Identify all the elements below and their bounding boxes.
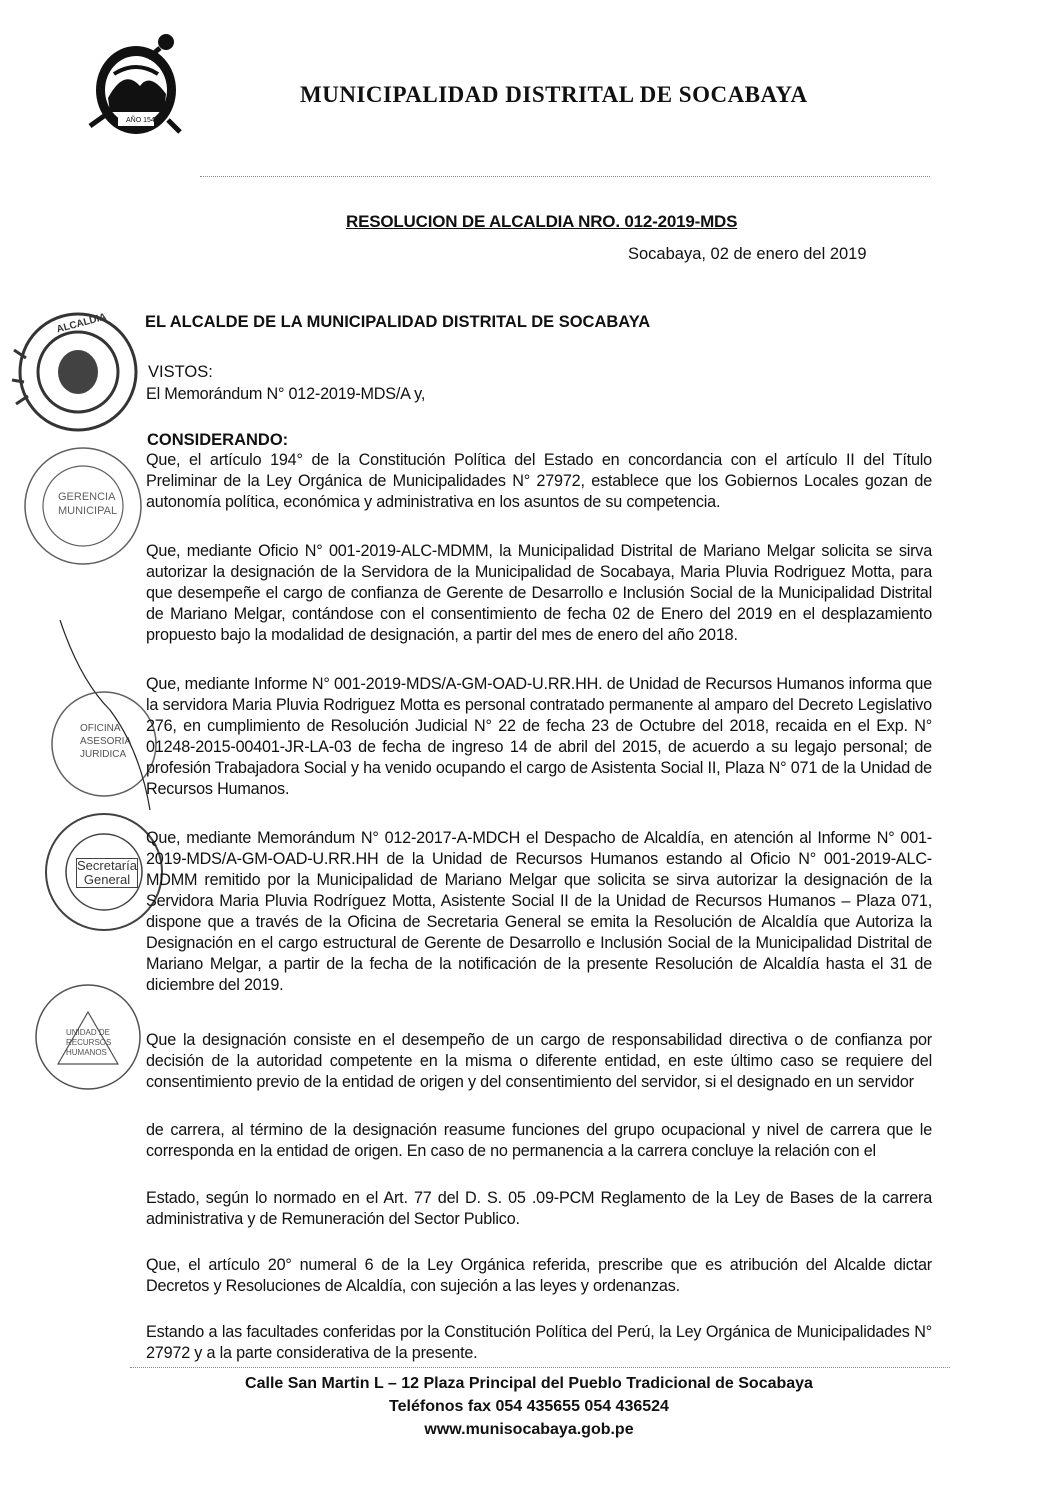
- footer-phones: Teléfonos fax 054 435655 054 436524: [389, 1398, 669, 1415]
- paragraph-8: Que, el artículo 20° numeral 6 de la Ley Orgánica referida, prescribe que es atribución del Alcalde dictar Decretos y Resoluciones de Alcaldía, con sujeción a las leyes y ordenanzas.: [146, 1256, 932, 1295]
- logo-year-text: AÑO 1540: [126, 117, 159, 124]
- paragraph-7: Estado, según lo normado en el Art. 77 del D. S. 05 .09-PCM Reglamento de la Ley de Bases de la carrera administrativa y de Remuneración del Sector Publico.: [146, 1189, 932, 1228]
- header-divider: [200, 176, 930, 177]
- municipality-title: MUNICIPALIDAD DISTRITAL DE SOCABAYA: [300, 82, 808, 107]
- gerencia-stamp-text: GERENCIA MUNICIPAL: [58, 491, 118, 517]
- paragraph-5: Que la designación consiste en el desempeño de un cargo de responsabilidad directiva o de confianza por decisión de la autoridad competente en la misma o diferente entidad, en este último caso se requiere del consentimiento previo de la entidad de origen y del consentimiento del servidor, si el designado en un servidor: [146, 1031, 932, 1091]
- paragraph-4: Que, mediante Memorándum N° 012-2017-A-MDCH el Despacho de Alcaldía, en atención al Informe N° 001-2019-MDS/A-GM-OAD-U.RR.HH de la Unidad de Recursos Humanos estando al Oficio N° 001-2019-ALC-MDMM remitido por la Municipalidad de Mariano Melgar que solicita se sirva autorizar la designación de la Servidora Maria Pluvia Rodríguez Motta, Asistente Social II de la Unidad de Recursos Humanos – Plaza 071, dispone que a través de la Oficina de Secretaria General se emita la Resolución de Alcaldía que Autoriza la Designación en el cargo estructural de Gerente de Desarrollo e Inclusión Social de la Municipalidad Distrital de Mariano Melgar, a partir de la fecha de la notificación de la presente Resolución de Alcaldía hasta el 31 de diciembre del 2019.: [146, 829, 932, 994]
- secretaria-stamp-text: Secretaría General: [77, 858, 137, 887]
- authority-heading: EL ALCALDE DE LA MUNICIPALIDAD DISTRITAL DE SOCABAYA: [145, 313, 651, 331]
- paragraph-2: Que, mediante Oficio N° 001-2019-ALC-MDMM, la Municipalidad Distrital de Mariano Melgar solicita se sirva autorizar la designación de la Servidora de la Municipalidad de Socabaya, Maria Pluvia Rodriguez Motta, para que desempeñe el cargo de confianza de Gerente de Desarrollo e Inclusión Social de la Municipalidad Distrital de Mariano Melgar, contándose con el consentimiento de fecha 02 de Enero del 2019 en el desplazamiento propuesto bajo la modalidad de designación, a partir del mes de enero del año 2018.: [146, 542, 932, 644]
- paragraph-1: Que, el artículo 194° de la Constitución Política del Estado en concordancia con el artículo II del Título Preliminar de la Ley Orgánica de Municipalidades N° 27972, establece que los Gobiernos Locales gozan de autonomía política, económica y administrativa en los asuntos de su competencia.: [146, 451, 932, 511]
- alcaldia-seal-text: ALCALDIA: [55, 311, 108, 336]
- rrhh-stamp-text: UNIDAD DE RECURSOS HUMANOS: [66, 1028, 112, 1057]
- resolution-title: RESOLUCION DE ALCALDIA NRO. 012-2019-MDS: [346, 212, 738, 231]
- municipal-logo: [84, 28, 194, 148]
- resolution-date: Socabaya, 02 de enero del 2019: [628, 245, 867, 263]
- considerando-heading: CONSIDERANDO:: [147, 431, 289, 449]
- footer-website[interactable]: www.munisocabaya.gob.pe: [424, 1421, 634, 1438]
- recursos-humanos-stamp: [26, 982, 151, 1097]
- footer-address: Calle San Martin L – 12 Plaza Principal del Pueblo Tradicional de Socabaya: [245, 1375, 813, 1392]
- gerencia-municipal-stamp: [18, 440, 148, 580]
- footer-divider: [130, 1367, 950, 1368]
- asesoria-juridica-stamp: [48, 680, 158, 815]
- paragraph-3: Que, mediante Informe N° 001-2019-MDS/A-GM-OAD-U.RR.HH. de Unidad de Recursos Humanos informa que la servidora Maria Pluvia Rodriguez Motta es personal contratado permanente al amparo del Decreto Legislativo 276, en cumplimiento de Resolución Judicial N° 22 de fecha 23 de Octubre del 2018, recaida en el Exp. N° 01248-2015-00401-JR-LA-03 de fecha de ingreso 14 de abril del 2015, de acuerdo a su legajo personal; de profesión Trabajadora Social y ha venido ocupando el cargo de Asistenta Social II, Plaza N° 071 de la Unidad de Recursos Humanos.: [146, 675, 932, 798]
- vistos-heading: VISTOS:: [148, 363, 213, 381]
- paragraph-6: de carrera, al término de la designación reasume funciones del grupo ocupacional y nivel de carrera que le corresponda en la entidad de origen. En caso de no permanencia a la carrera concluye la relación con el: [146, 1121, 932, 1160]
- paragraph-9: Estando a las facultades conferidas por la Constitución Política del Perú, la Ley Orgánica de Municipalidades N° 27972 y a la parte considerativa de la presente.: [146, 1323, 932, 1362]
- asesoria-stamp-text: OFICINA ASESORIA JURIDICA: [80, 723, 131, 760]
- alcaldia-seal: [6, 300, 141, 445]
- vistos-text: El Memorándum N° 012-2019-MDS/A y,: [146, 385, 426, 403]
